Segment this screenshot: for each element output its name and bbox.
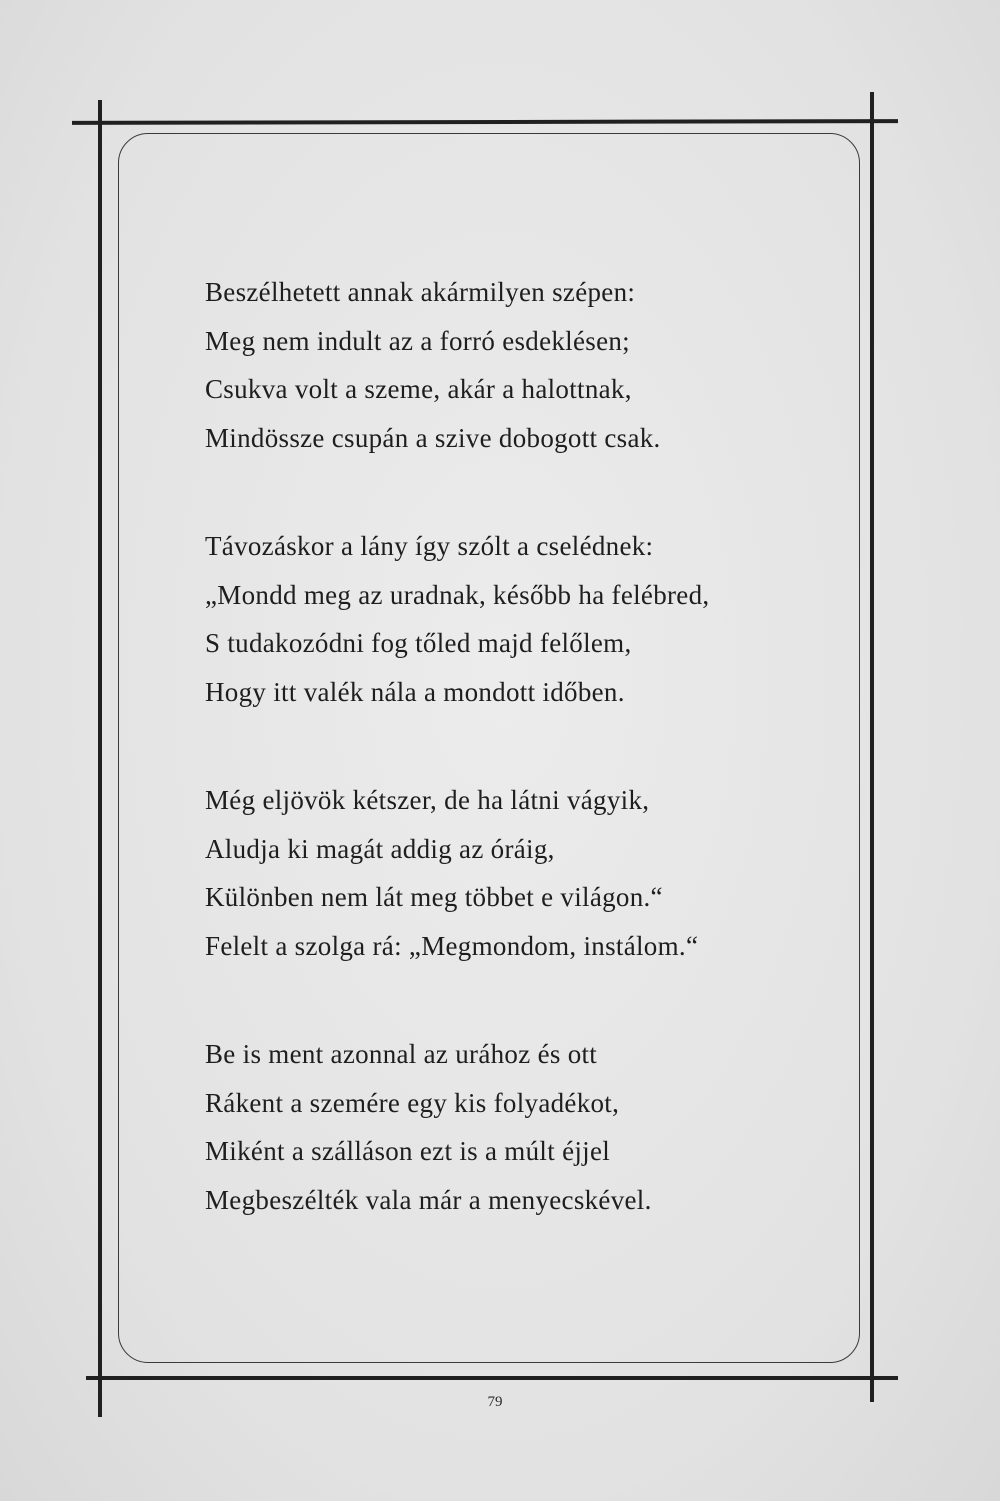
- verse-line: Mindössze csupán a szive dobogott csak.: [205, 422, 661, 453]
- verse-line: Be is ment azonnal az urához és ott: [205, 1039, 598, 1069]
- stanza-4: [205, 1030, 805, 1224]
- verse-line: Felelt a szolga rá: „Megmondom, instálom.“: [205, 930, 699, 961]
- frame-rule-top: [72, 119, 898, 125]
- verse-line: „Mondd meg az uradnak, később ha felébred,: [205, 579, 710, 610]
- stanza-2: [205, 522, 805, 716]
- frame-rule-left: [98, 100, 102, 1417]
- poem-text: [205, 268, 805, 1224]
- verse-line: Beszélhetett annak akármilyen szépen:: [205, 277, 636, 307]
- verse-line: Aludja ki magát addig az óráig,: [205, 833, 555, 864]
- page-number: 79: [487, 1394, 503, 1410]
- verse-line: S tudakozódni fog tőled majd felőlem,: [205, 628, 632, 658]
- verse-line: Hogy itt valék nála a mondott időben.: [205, 676, 625, 707]
- verse-line: Meg nem indult az a forró esdeklésen;: [205, 325, 630, 356]
- verse-line: Rákent a szemére egy kis folyadékot,: [205, 1087, 620, 1118]
- stanza-1: [205, 268, 805, 462]
- verse-line: Megbeszélték vala már a menyecskével.: [205, 1184, 652, 1215]
- stanza-3: [205, 776, 805, 970]
- frame-rule-bottom: [86, 1376, 898, 1380]
- verse-line: Távozáskor a lány így szólt a cselédnek:: [205, 531, 654, 561]
- verse-line: Még eljövök kétszer, de ha látni vágyik,: [205, 785, 650, 815]
- frame-rule-right: [870, 92, 874, 1402]
- verse-line: Miként a szálláson ezt is a múlt éjjel: [205, 1136, 611, 1166]
- verse-line: Csukva volt a szeme, akár a halottnak,: [205, 374, 632, 404]
- verse-line: Különben nem lát meg többet e világon.“: [205, 882, 663, 912]
